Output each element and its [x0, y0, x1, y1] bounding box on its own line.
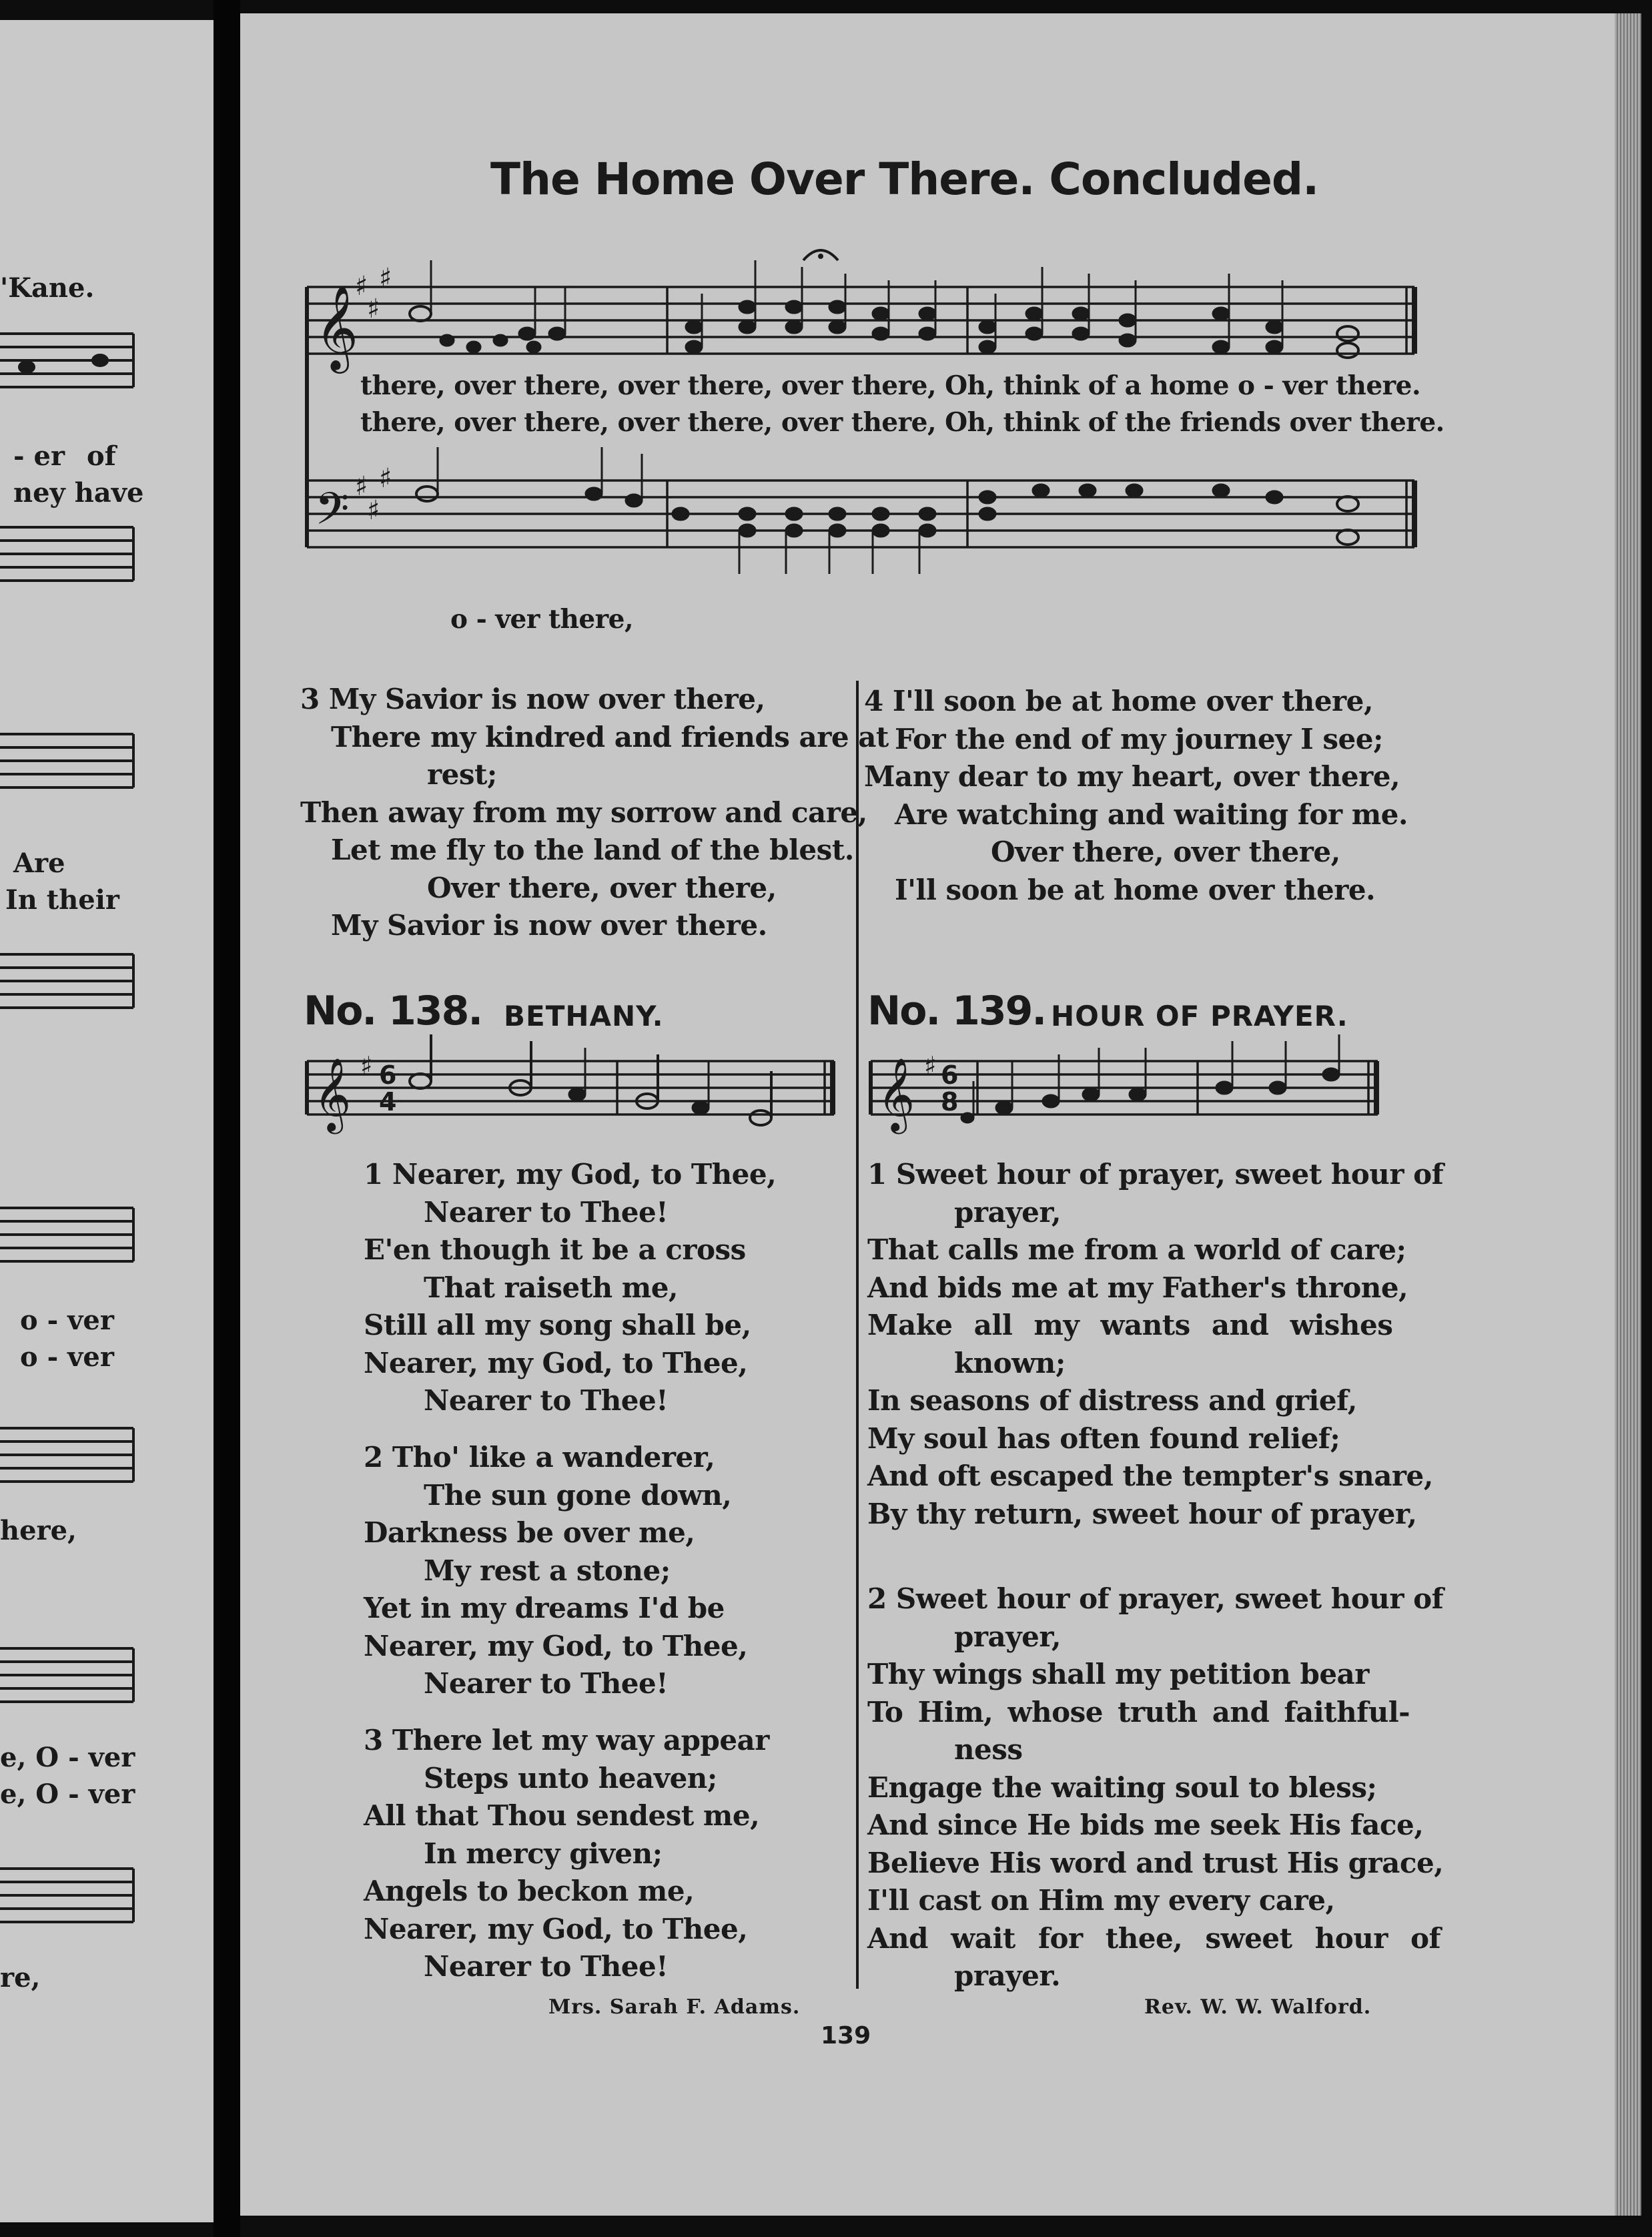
time-signature — [379, 1060, 396, 1116]
verse-line: By thy return, sweet hour of prayer, — [867, 1497, 1417, 1530]
treble-clef-icon — [314, 1058, 351, 1135]
hymn-139-author: Rev. W. W. Walford. — [1144, 1995, 1372, 2019]
svg-text:𝄞: 𝄞 — [315, 284, 359, 370]
hymn-139-staff — [864, 1034, 1384, 1141]
verse-line: prayer, — [954, 1620, 1062, 1653]
verse-line: To Him, whose truth and faithful- — [867, 1695, 1410, 1728]
left-fragment: e, O - ver — [0, 1742, 135, 1773]
verse-line: And bids me at my Father's throne, — [867, 1271, 1408, 1304]
sharp-icon — [360, 1051, 372, 1080]
verse-line: That calls me from a world of care; — [867, 1233, 1406, 1266]
verse-line: prayer, — [954, 1195, 1062, 1229]
verse-line: rest; — [427, 758, 497, 791]
fermata-icon — [803, 250, 838, 260]
left-fragment: In their — [5, 884, 119, 916]
svg-text:6: 6 — [941, 1060, 959, 1090]
verse-line: That raiseth me, — [424, 1271, 679, 1304]
verse-line: 2 Sweet hour of prayer, sweet hour of — [867, 1582, 1444, 1615]
left-page-edge — [0, 20, 214, 2222]
verse-line: I'll cast on Him my every care, — [867, 1884, 1335, 1917]
verse-line: Thy wings shall my petition bear — [867, 1658, 1369, 1690]
svg-text:𝄢: 𝄢 — [315, 483, 350, 545]
svg-text:6: 6 — [379, 1060, 397, 1090]
verse-line: For the end of my journey I see; — [895, 722, 1384, 755]
page-edge — [1615, 13, 1641, 2216]
svg-text:♯: ♯ — [360, 1051, 373, 1080]
book-gutter — [214, 0, 240, 2237]
verse-line: Angels to beckon me, — [364, 1875, 695, 1907]
verse-line: I'll soon be at home over there. — [895, 873, 1376, 906]
left-fragment: e, O - ver — [0, 1779, 135, 1810]
verse-line: Steps unto heaven; — [424, 1761, 717, 1795]
left-fragment: 'Kane. — [0, 272, 95, 304]
hymn-139-verse-2 — [867, 1580, 1443, 1995]
svg-text:𝄞: 𝄞 — [314, 1058, 352, 1131]
verse-line: And wait for thee, sweet hour of — [867, 1921, 1441, 1955]
lyrics-line-1: there, over there, over there, over there, Oh, think of a home o - ver there. — [360, 370, 1421, 401]
verse-line: Yet in my dreams I'd be — [364, 1592, 725, 1624]
left-fragment: o - ver — [20, 1305, 114, 1336]
verse-line: Nearer, my God, to Thee, — [364, 1629, 748, 1662]
verse-line: Nearer to Thee! — [424, 1195, 669, 1229]
verse-line: My Savior is now over there. — [331, 909, 767, 942]
verse-line: 2 Tho' like a wanderer, — [364, 1441, 715, 1474]
verse-line: Over there, over there, — [991, 836, 1340, 868]
verse-line: 4 I'll soon be at home over there, — [864, 685, 1374, 717]
bass-clef-icon — [315, 483, 349, 545]
hymn-138-verse-3 — [364, 1722, 769, 1986]
verse-line: 3 My Savior is now over there, — [300, 683, 765, 715]
verse-line: 1 Sweet hour of prayer, sweet hour of — [867, 1158, 1444, 1191]
home-verse-4 — [864, 683, 1408, 909]
verse-line: Make all my wants and wishes — [867, 1309, 1393, 1341]
verse-line: Still all my song shall be, — [364, 1309, 751, 1341]
verse-line: Engage the waiting soul to bless; — [867, 1771, 1377, 1804]
verse-line: 1 Nearer, my God, to Thee, — [364, 1158, 777, 1191]
verse-line: All that Thou sendest me, — [364, 1799, 760, 1832]
verse-line: And oft escaped the tempter's snare, — [867, 1460, 1433, 1492]
hymn-138-verse-2 — [364, 1439, 747, 1703]
verse-line: Darkness be over me, — [364, 1516, 695, 1549]
hymn-138-title: BETHANY. — [504, 1000, 664, 1032]
home-verse-3 — [300, 681, 889, 945]
page-number: 139 — [821, 2022, 871, 2049]
verse-line: Let me fly to the land of the blest. — [331, 834, 854, 866]
verse-line: Nearer to Thee! — [424, 1384, 669, 1417]
treble-clef-icon — [877, 1058, 915, 1135]
verse-line: 3 There let my way appear — [364, 1724, 769, 1756]
verse-line: My rest a stone; — [424, 1554, 671, 1587]
verse-line: E'en though it be a cross — [364, 1233, 746, 1266]
verse-line: Many dear to my heart, over there, — [864, 760, 1400, 793]
verse-line: Believe His word and trust His grace, — [867, 1846, 1444, 1879]
verse-line: Are watching and waiting for me. — [895, 797, 1408, 831]
verse-line: prayer. — [954, 1959, 1061, 1992]
svg-text:♯: ♯ — [367, 294, 380, 324]
treble-clef-icon — [315, 284, 358, 374]
time-signature — [941, 1060, 958, 1116]
left-fragment: ney have — [13, 477, 144, 509]
svg-text:𝄞: 𝄞 — [877, 1058, 915, 1131]
sharp-icon — [924, 1051, 936, 1080]
hymn-138-author: Mrs. Sarah F. Adams. — [548, 1995, 801, 2019]
svg-text:♯: ♯ — [379, 263, 392, 294]
verse-line: There my kindred and friends are at — [331, 720, 889, 753]
hymn-139-number: No. 139. — [867, 988, 1046, 1034]
left-fragment: of — [87, 440, 116, 472]
hymn-138-number: No. 138. — [304, 988, 482, 1034]
svg-text:4: 4 — [379, 1087, 397, 1116]
hymn-139-title: HOUR OF PRAYER. — [1051, 1000, 1348, 1032]
hymn-139-verse-1 — [867, 1156, 1443, 1533]
verse-line: In seasons of distress and grief, — [867, 1384, 1357, 1417]
verse-line: Nearer to Thee! — [424, 1667, 669, 1700]
verse-line: And since He bids me seek His face, — [867, 1809, 1424, 1841]
verse-line: Nearer to Thee! — [424, 1950, 669, 1983]
left-page-music-fragments — [0, 20, 214, 2222]
verse-line: known; — [954, 1346, 1066, 1379]
left-fragment: - er — [13, 440, 65, 472]
hymnal-page — [240, 13, 1628, 2216]
hymn-138-staff — [300, 1034, 821, 1141]
svg-text:8: 8 — [941, 1087, 959, 1116]
svg-text:♯: ♯ — [367, 495, 380, 526]
verse-line: Over there, over there, — [427, 871, 777, 904]
svg-text:♯: ♯ — [379, 463, 392, 494]
page-title: The Home Over There. Concluded. — [490, 153, 1319, 205]
verse-line: Then away from my sorrow and care, — [300, 795, 867, 829]
left-fragment: re, — [0, 1962, 41, 1993]
svg-text:♯: ♯ — [355, 471, 368, 502]
left-fragment: Are — [13, 848, 65, 879]
verse-line: The sun gone down, — [424, 1478, 732, 1512]
left-fragment: here, — [0, 1515, 77, 1546]
hymn-138-verse-1 — [364, 1156, 776, 1420]
lyrics-line-2: there, over there, over there, over there, Oh, think of the friends over there. — [360, 407, 1444, 438]
verse-line: Nearer, my God, to Thee, — [364, 1346, 748, 1379]
left-fragment: o - ver — [20, 1341, 114, 1373]
svg-text:♯: ♯ — [924, 1051, 937, 1080]
verse-line: In mercy given; — [424, 1837, 663, 1870]
verse-line: My soul has often found relief; — [867, 1421, 1340, 1455]
svg-text:♯: ♯ — [355, 271, 368, 302]
bass-lyric: o - ver there, — [450, 604, 634, 635]
verse-line: Nearer, my God, to Thee, — [364, 1912, 748, 1945]
verse-line: ness — [954, 1733, 1023, 1766]
